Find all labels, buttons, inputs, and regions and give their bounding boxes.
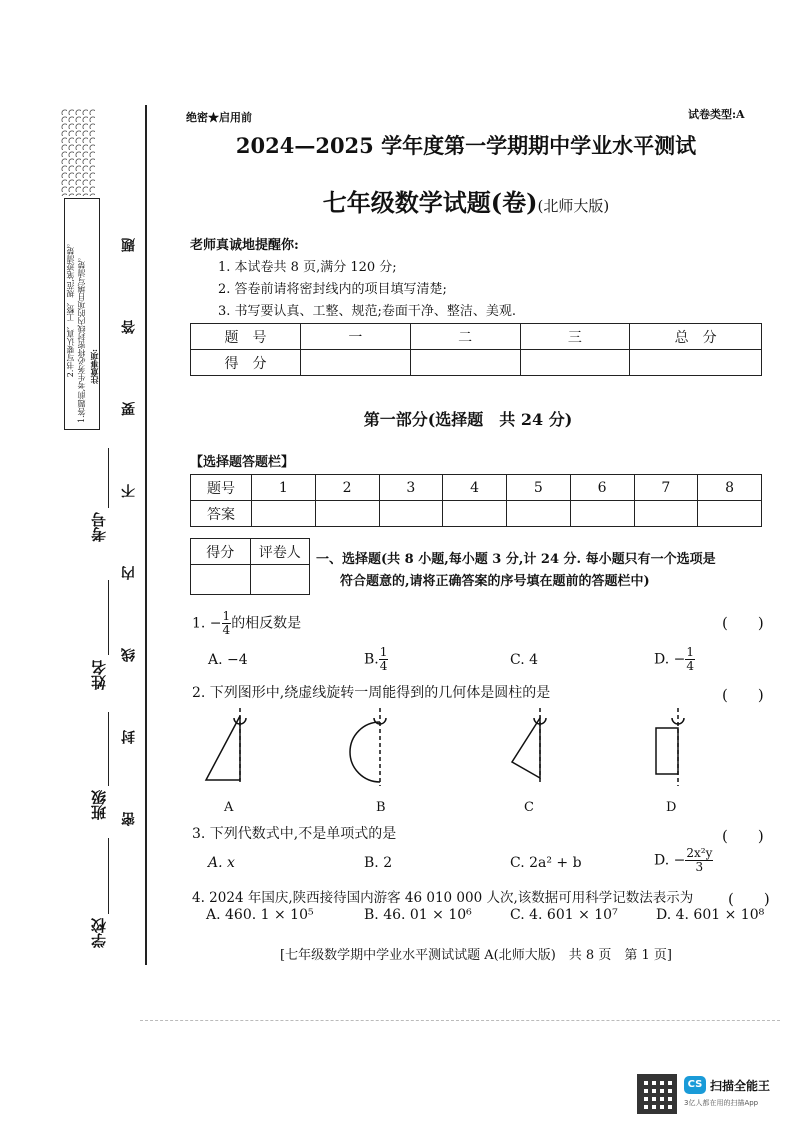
- q1-option-d-num: 1: [686, 645, 694, 659]
- q1-option-b-fraction: [379, 646, 389, 673]
- score-cell-3[interactable]: [520, 350, 630, 376]
- seal-char-xian: 线: [121, 648, 137, 662]
- q1-option-d-prefix: D. −: [654, 651, 686, 668]
- school-label: 学校: [90, 918, 108, 948]
- seal-char-nei: 内: [121, 566, 137, 580]
- q2-b-semicircle: [350, 722, 380, 782]
- q1-fraction: [222, 610, 232, 637]
- q3-option-d-fraction: [685, 847, 713, 874]
- answer-table: [190, 474, 762, 527]
- q1-suffix: 的相反数是: [231, 615, 302, 632]
- page-footer: [七年级数学期中学业水平测试试题 A(北师大版) 共 8 页 第 1 页]: [280, 948, 672, 963]
- grader-table: [190, 538, 310, 595]
- notice-item-2: 2.书写要认真、工整、规范,笔迹清楚。: [66, 239, 75, 378]
- answer-cell-5[interactable]: [507, 501, 571, 527]
- answer-cell-3[interactable]: [379, 501, 443, 527]
- q1-prefix: 1. −: [192, 615, 222, 632]
- score-header-2: 二: [410, 324, 520, 350]
- q1-option-d-fraction: [685, 646, 695, 673]
- exam-number-line[interactable]: [108, 448, 109, 508]
- class-label: 班级: [90, 790, 108, 820]
- notice-title: 注意事项:: [89, 349, 99, 384]
- answer-cell-2[interactable]: [315, 501, 379, 527]
- q1-option-c: C. 4: [510, 652, 539, 668]
- part1-title: 第一部分(选择题 共 24 分): [363, 410, 573, 429]
- score-row-label: 得 分: [191, 350, 301, 376]
- answer-qno-4: 4: [443, 475, 507, 501]
- exam-number-label: 考号: [90, 512, 108, 542]
- grader-name-cell[interactable]: [250, 565, 310, 595]
- name-label: 姓名: [90, 660, 108, 690]
- exam-title: 2024—2025 学年度第一学期期中学业水平测试: [235, 133, 697, 158]
- answer-cell-1[interactable]: [252, 501, 316, 527]
- q1-option-a: A. −4: [208, 652, 248, 668]
- q3-option-d-prefix: D. −: [654, 852, 686, 869]
- q4-option-c: C. 4. 601 × 10⁷: [510, 907, 618, 923]
- q2-label-d: D: [666, 800, 677, 815]
- qr-code-icon: [637, 1074, 677, 1114]
- q1-frac-num: 1: [222, 609, 231, 623]
- q3-option-d-den: 3: [695, 860, 704, 874]
- seal-char-yao: 要: [121, 402, 137, 416]
- score-cell-total[interactable]: [630, 350, 762, 376]
- answer-cell-7[interactable]: [634, 501, 698, 527]
- q3-option-d-num: 2x²y: [686, 846, 713, 860]
- scanner-tagline: 3亿人都在用的扫描App: [684, 1099, 759, 1107]
- answer-cell-8[interactable]: [698, 501, 762, 527]
- grader-score-cell[interactable]: [191, 565, 251, 595]
- reminder-item-1: 1. 本试卷共 8 页,满分 120 分;: [218, 260, 397, 275]
- score-header-qno: 题 号: [191, 324, 301, 350]
- q3-option-d: [654, 847, 713, 874]
- q1-frac-den: 4: [222, 623, 231, 637]
- seal-char-bu: 不: [121, 484, 137, 498]
- subject-title: 七年级数学试题(卷): [322, 188, 538, 217]
- reminder-heading: 老师真诚地提醒你:: [190, 238, 299, 253]
- answer-cell-6[interactable]: [570, 501, 634, 527]
- q1-option-b-prefix: B.: [364, 651, 379, 668]
- answer-qno-3: 3: [379, 475, 443, 501]
- answer-bar-label: 【选择题答题栏】: [190, 455, 295, 470]
- score-cell-1[interactable]: [300, 350, 410, 376]
- score-table: [190, 323, 762, 376]
- q1-option-b-num: 1: [379, 645, 388, 659]
- scanner-name: 扫描全能王: [710, 1079, 771, 1093]
- answer-qno-2: 2: [315, 475, 379, 501]
- name-line[interactable]: [108, 580, 109, 655]
- q1-option-b: [364, 646, 388, 673]
- reminder-item-3: 3. 书写要认真、工整、规范;卷面干净、整洁、美观.: [218, 304, 517, 319]
- q1-answer-paren[interactable]: ( ): [722, 614, 764, 632]
- score-cell-2[interactable]: [410, 350, 520, 376]
- paper-type-label: 试卷类型:A: [688, 108, 745, 121]
- q2-figures: [190, 704, 710, 820]
- q1-option-d: [654, 646, 695, 673]
- section1-heading-line1: 一、选择题(共 8 小题,每小题 3 分,计 24 分. 每小题只有一个选项是: [316, 552, 716, 567]
- q3-stem: 3. 下列代数式中,不是单项式的是: [192, 826, 397, 842]
- q2-label-a: A: [224, 800, 234, 815]
- q4-option-d: D. 4. 601 × 10⁸: [656, 907, 765, 923]
- q1-option-d-den: 4: [686, 659, 694, 673]
- q2-stem: 2. 下列图形中,绕虚线旋转一周能得到的几何体是圆柱的是: [192, 685, 551, 701]
- seal-char-ti: 题: [121, 238, 137, 252]
- seal-char-feng: 封: [121, 730, 137, 744]
- q2-label-c: C: [524, 800, 534, 815]
- answer-qno-6: 6: [570, 475, 634, 501]
- q4-answer-paren[interactable]: ( ): [728, 890, 770, 908]
- seal-char-mi: 密: [121, 812, 137, 826]
- notice-item-1: 1.答题前,考生务必将密封线内的项目填写清楚。: [77, 252, 86, 423]
- answer-row-label-qno: 题号: [191, 475, 252, 501]
- answer-qno-8: 8: [698, 475, 762, 501]
- answer-cell-4[interactable]: [443, 501, 507, 527]
- q3-option-a: A. x: [208, 855, 235, 871]
- q2-d-rectangle: [656, 728, 678, 774]
- notice-box: [64, 198, 100, 430]
- exam-subtitle: [186, 183, 746, 218]
- seal-char-da: 答: [121, 320, 137, 334]
- scan-divider: [140, 1020, 780, 1021]
- answer-row-label: 答案: [191, 501, 252, 527]
- seal-line: [145, 105, 147, 965]
- q4-stem: 4. 2024 年国庆,陕西接待国内游客 46 010 000 人次,该数据可用科学记数法表示为: [192, 890, 694, 906]
- score-header-1: 一: [300, 324, 410, 350]
- q2-label-b: B: [376, 800, 386, 815]
- class-line[interactable]: [108, 712, 109, 786]
- q1-stem: [192, 610, 301, 637]
- q4-option-b: B. 46. 01 × 10⁶: [364, 907, 472, 923]
- school-line[interactable]: [108, 838, 109, 914]
- score-header-total: 总 分: [630, 324, 762, 350]
- reminder-item-2: 2. 答卷前请将密封线内的项目填写清楚;: [218, 282, 447, 297]
- answer-qno-7: 7: [634, 475, 698, 501]
- q2-c-triangle: [512, 718, 540, 778]
- score-header-3: 三: [520, 324, 630, 350]
- grader-name-label: 评卷人: [250, 539, 310, 565]
- answer-qno-5: 5: [507, 475, 571, 501]
- scanner-logo-icon: CS: [684, 1076, 706, 1094]
- q4-option-a: A. 460. 1 × 10⁵: [206, 907, 314, 923]
- edition-label: (北师大版): [537, 197, 610, 215]
- q1-option-b-den: 4: [379, 659, 388, 673]
- answer-qno-1: 1: [252, 475, 316, 501]
- q2-answer-paren[interactable]: ( ): [722, 686, 764, 704]
- q3-option-b: B. 2: [364, 855, 393, 871]
- q3-option-c: C. 2a² + b: [510, 855, 582, 871]
- secret-label: 绝密★启用前: [186, 111, 252, 124]
- q2-a-triangle: [206, 716, 240, 780]
- grader-score-label: 得分: [191, 539, 251, 565]
- q3-answer-paren[interactable]: ( ): [722, 827, 764, 845]
- binding-holes-decoration: [60, 108, 96, 196]
- section1-heading-line2: 符合题意的,请将正确答案的序号填在题前的答题栏中): [340, 574, 650, 589]
